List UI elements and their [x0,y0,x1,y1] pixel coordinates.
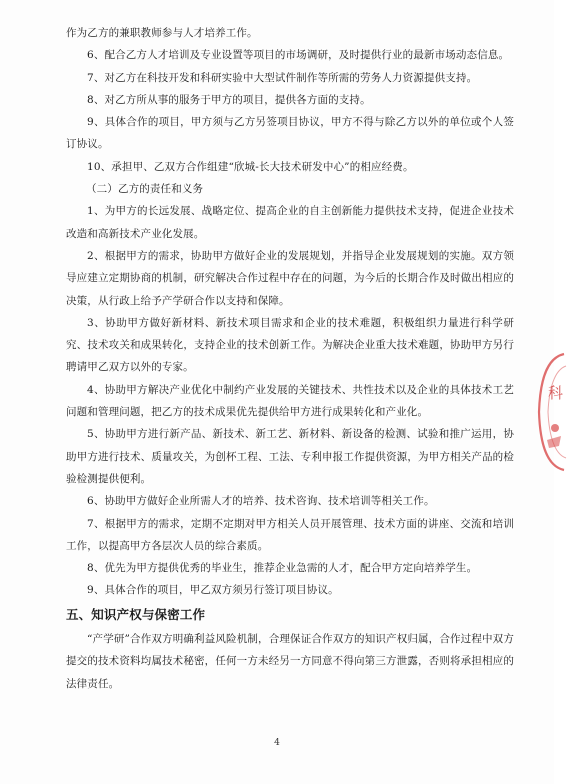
subsection-heading: （二）乙方的责任和义务 [86,183,204,196]
paragraph-b-item-7: 7、根据甲方的需求，定期不定期对甲方相关人员开展管理、技术方面的讲座、交流和培训工作，以提高甲方各层次人员的综合素质。 [66,517,514,552]
paragraph-b-item-4: 4、协助甲方解决产业优化中制约产业发展的关键技术、共性技术以及企业的具体技术工艺问题和管理问题，把乙方的技术成果优先提供给甲方进行成果转化和产业化。 [66,383,514,419]
page-number: 4 [274,738,280,748]
paragraph-b-item-3: 3、协助甲方做好新材料、新技术项目需求和企业的技术难题，积极组织力量进行科学研究、技术攻关和成果转化，支持企业的技术创新工作。为解决企业重大技术难题，协助甲方另行聘请甲乙双方以外的专家。 [66,316,514,374]
seal-text: 科 [548,384,564,402]
paragraph-b-item-2: 2、根据甲方的需求，协助甲方做好企业的发展规划，并指导企业发展规划的实施。双方领导应建立定期协商的机制，研究解决合作过程中存在的问题，为今后的长期合作及时做出相应的决策，从行政上给予产学研合作以支持和保障。 [66,249,514,307]
paragraph-b-item-6: 6、协助甲方做好企业所需人才的培养、技术咨询、技术培训等相关工作。 [87,495,435,508]
paragraph-item-6: 6、配合乙方人才培训及专业设置等项目的市场调研，及时提供行业的最新市场动态信息。 [87,49,510,62]
paragraph-item-10: 10、承担甲、乙双方合作组建“欣城-长大技术研发中心”的相应经费。 [87,160,414,173]
red-seal-stamp-icon [534,352,568,472]
document-body [66,22,514,695]
paragraph-ip: “产学研”合作双方明确利益风险机制，合理保证合作双方的知识产权归属，合作过程中双方提交的技术资料均属技术秘密，任何一方未经另一方同意不得向第三方泄露，否则将承担相应的法律责任。 [66,633,514,690]
paragraph-item-9: 9、具体合作的项目，甲方须与乙方另签项目协议，甲方不得与除乙方以外的单位或个人签订协议。 [66,116,514,151]
section-heading: 五、知识产权与保密工作 [66,606,206,622]
paragraph-b-item-9: 9、具体合作的项目，甲乙双方须另行签订项目协议。 [87,584,339,597]
paragraph-b-item-1: 1、为甲方的长远发展、战略定位、提高企业的自主创新能力提供技术支持，促进企业技术改造和高新技术产业化发展。 [66,205,514,240]
paragraph-item-8: 8、对乙方所从事的服务于甲方的项目，提供各方面的支持。 [87,93,371,106]
paragraph-item-7: 7、对乙方在科技开发和科研实验中大型试件制作等所需的劳务人力资源提供支持。 [87,71,478,84]
paragraph-b-item-5: 5、协助甲方进行新产品、新技术、新工艺、新材料、新设备的检测、试验和推广运用，协助甲方进行技术、质量攻关，为创杯工程、工法、专利申报工作提供资源，为甲方相关产品的检验检测提供便利。 [66,428,514,485]
paragraph-b-item-8: 8、优先为甲方提供优秀的毕业生，推荐企业急需的人才，配合甲方定向培养学生。 [87,562,478,575]
paragraph-continuation: 作为乙方的兼职教师参与人才培养工作。 [66,27,258,39]
